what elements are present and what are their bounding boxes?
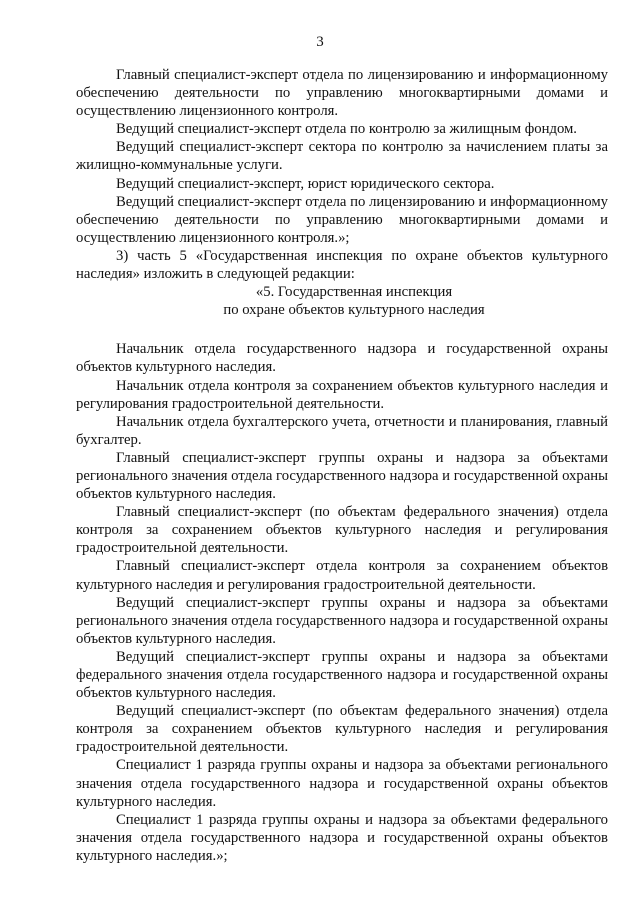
- paragraph-lead-specialist-housing-control: Ведущий специалист-эксперт отдела по контролю за жилищным фондом.: [116, 121, 577, 138]
- paragraph-lead-specialist-utility-payments: Ведущий специалист-эксперт сектора по контролю за начислением платы за жилищно-коммунальные услуги.: [76, 139, 608, 174]
- paragraph-head-preservation-control: Начальник отдела контроля за сохранением объектов культурного наследия и регулирования градостроительной деятельности.: [76, 377, 608, 412]
- paragraph-lead-specialist-licensing: Ведущий специалист-эксперт отдела по лицензированию и информационному обеспечению деятельности по управлению многоквартирными домами и осуществлению лицензионного контроля.»;: [76, 193, 608, 246]
- section-heading-line-2: по охране объектов культурного наследия: [223, 302, 485, 319]
- paragraph-lead-specialist-regional: Ведущий специалист-эксперт группы охраны и надзора за объектами регионального значения отдела государственного надзора и государственной охраны объектов культурного наследия.: [76, 594, 608, 647]
- paragraph-lead-specialist-federal-group: Ведущий специалист-эксперт группы охраны и надзора за объектами федерального значения отдела государственного надзора и государственной охраны объектов культурного наследия.: [76, 648, 608, 702]
- paragraph-lead-specialist-lawyer: Ведущий специалист-эксперт, юрист юридического сектора.: [116, 175, 495, 192]
- section-heading-line-1: «5. Государственная инспекция: [255, 284, 453, 301]
- paragraph-specialist-federal: Специалист 1 разряда группы охраны и надзора за объектами федерального значения отдела государственного надзора и государственной охраны объектов культурного наследия.»;: [76, 811, 608, 864]
- page-number: 3: [316, 34, 324, 50]
- paragraph-chief-specialist-federal: Главный специалист-эксперт (по объектам федерального значения) отдела контроля за сохранением объектов культурного наследия и регулирования градостроительной деятельности.: [76, 504, 608, 557]
- paragraph-amendment-part-5: 3) часть 5 «Государственная инспекция по охране объектов культурного наследия» изложить в следующей редакции:: [76, 247, 608, 283]
- paragraph-lead-specialist-federal-preservation: Ведущий специалист-эксперт (по объектам федерального значения) отдела контроля за сохранением объектов культурного наследия и регулирования градостроительной деятельности.: [76, 703, 608, 756]
- paragraph-chief-specialist-preservation: Главный специалист-эксперт отдела контроля за сохранением объектов культурного наследия и регулирования градостроительной деятельности.: [76, 558, 608, 593]
- paragraph-chief-specialist-licensing: Главный специалист-эксперт отдела по лицензированию и информационному обеспечению деятельности по управлению многоквартирными домами и осуществлению лицензионного контроля.: [76, 67, 608, 120]
- paragraph-specialist-regional: Специалист 1 разряда группы охраны и надзора за объектами регионального значения отдела государственного надзора и государственной охраны объектов культурного наследия.: [76, 757, 608, 810]
- paragraph-head-accounting: Начальник отдела бухгалтерского учета, отчетности и планирования, главный бухгалтер.: [76, 413, 608, 448]
- section-spacer: [76, 319, 608, 340]
- document-body: [76, 66, 608, 865]
- paragraph-chief-specialist-regional: Главный специалист-эксперт группы охраны и надзора за объектами регионального значения отдела государственного надзора и государственной охраны объектов культурного наследия.: [76, 449, 608, 503]
- paragraph-head-state-supervision: Начальник отдела государственного надзора и государственной охраны объектов культурного наследия.: [76, 341, 608, 376]
